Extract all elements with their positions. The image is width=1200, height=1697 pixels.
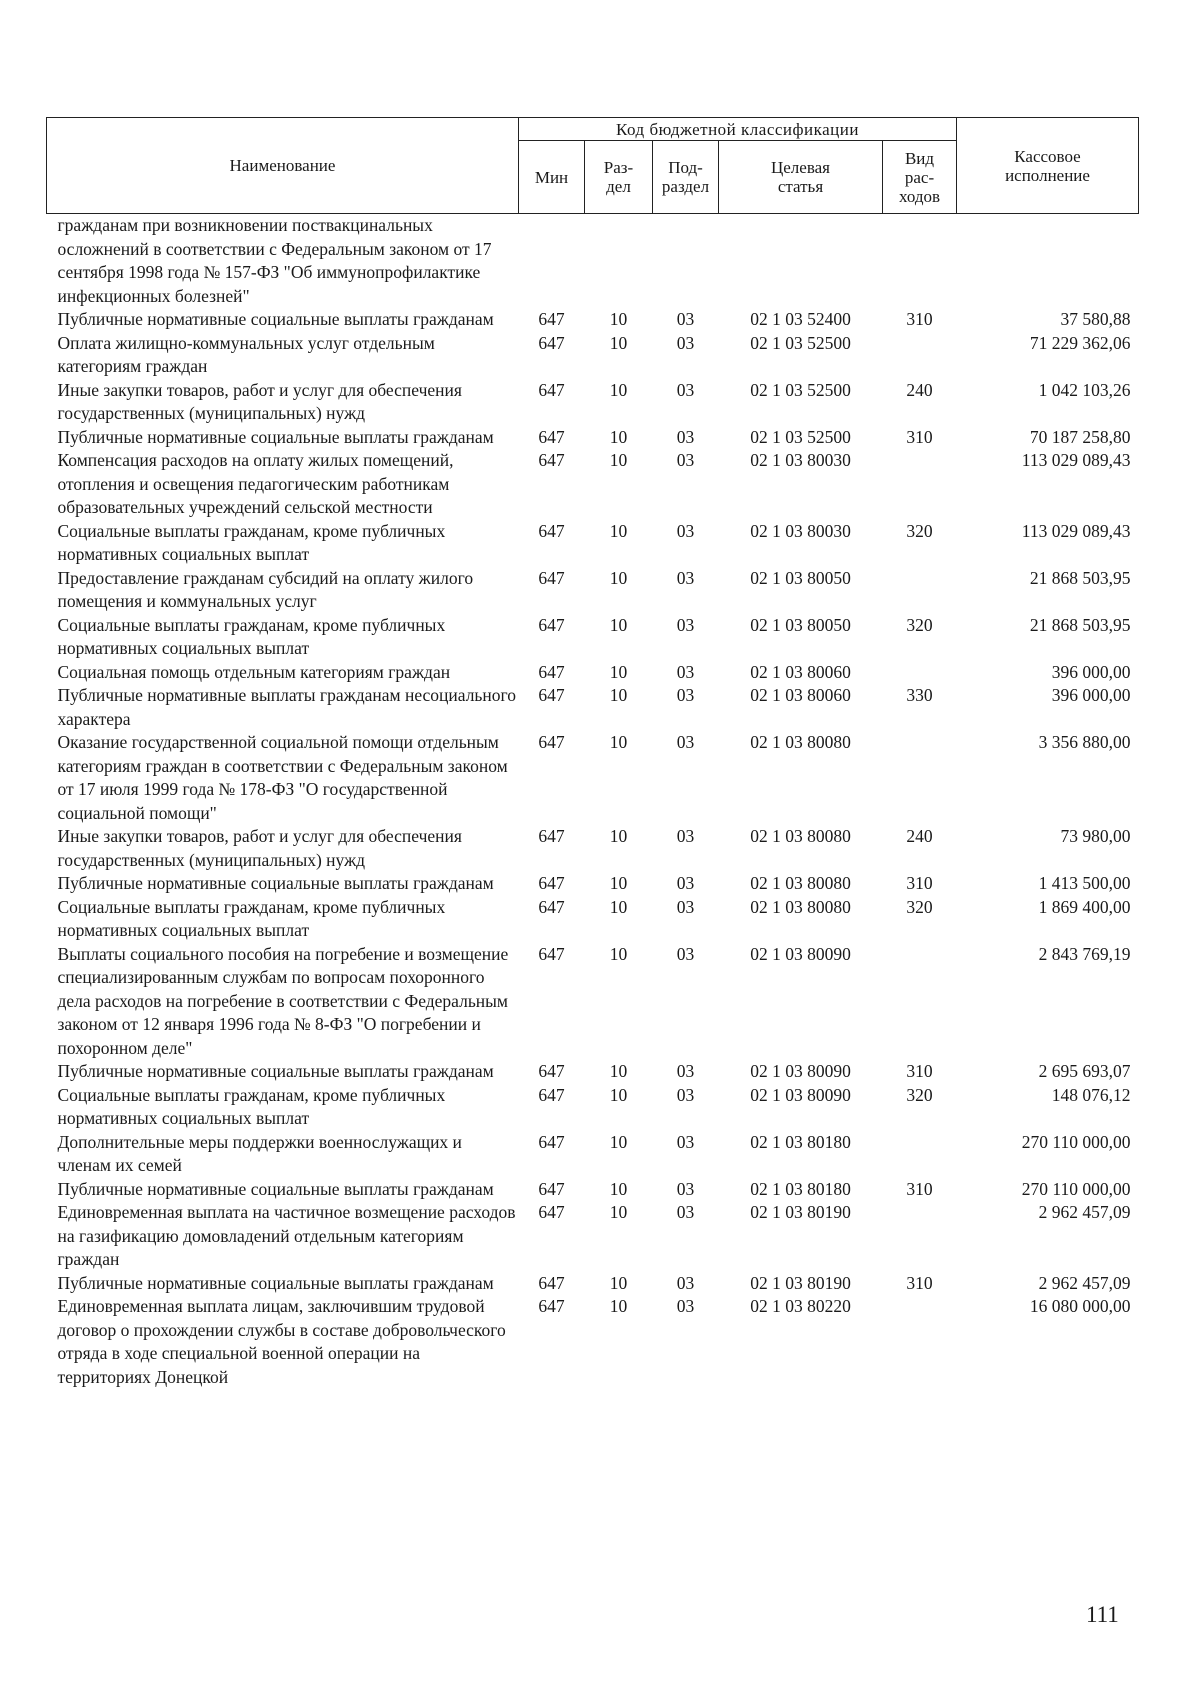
cell-name: Публичные нормативные выплаты гражданам несоциального характера xyxy=(57,685,517,729)
table-row xyxy=(47,1295,1139,1389)
table-row xyxy=(47,520,1139,567)
cell-target: 02 1 03 80050 xyxy=(750,567,851,588)
cell-amount: 396 000,00 xyxy=(1051,661,1131,682)
cell-amount: 71 229 362,06 xyxy=(1029,332,1131,353)
cell-name: Выплаты социального пособия на погребение и возмещение специализированным службам по вопросам похоронного дела расходов на погребение в соответствии с Федеральным законом от 12 января 1996 года № 8-ФЗ "О погребении и похоронном деле" xyxy=(57,943,509,1058)
page-number: 111 xyxy=(1086,1602,1119,1627)
table-row xyxy=(47,426,1139,450)
cell-vid: 240 xyxy=(906,826,933,846)
cell-name: Социальная помощь отдельным категориям граждан xyxy=(57,661,451,682)
cell-razdel: 10 xyxy=(609,661,628,682)
cell-min: 647 xyxy=(538,309,565,329)
cell-razdel: 10 xyxy=(609,1178,628,1199)
cell-name: Публичные нормативные социальные выплаты гражданам xyxy=(57,873,494,893)
cell-podrazdel: 03 xyxy=(676,520,695,541)
table-row xyxy=(47,1272,1139,1296)
cell-min: 647 xyxy=(538,567,565,588)
cell-min: 647 xyxy=(538,1296,565,1316)
cell-podrazdel: 03 xyxy=(676,614,695,635)
cell-target: 02 1 03 80080 xyxy=(750,732,851,752)
cell-amount: 70 187 258,80 xyxy=(1029,426,1131,447)
cell-vid xyxy=(883,661,957,685)
cell-vid: 320 xyxy=(906,896,933,917)
cell-min: 647 xyxy=(538,873,565,893)
cell-podrazdel: 03 xyxy=(676,685,695,705)
cell-min: 647 xyxy=(538,661,565,682)
cell-amount: 148 076,12 xyxy=(1051,1084,1131,1105)
cell-name: Оплата жилищно-коммунальных услуг отдельным категориям граждан xyxy=(57,332,435,376)
header-vid: Вид рас- ходов xyxy=(883,141,957,214)
cell-razdel: 10 xyxy=(609,309,628,329)
cell-podrazdel: 03 xyxy=(676,332,695,353)
cell-vid: 320 xyxy=(906,520,933,541)
cell-amount: 113 029 089,43 xyxy=(1021,450,1131,470)
cell-target: 02 1 03 80090 xyxy=(750,1061,851,1081)
cell-podrazdel: 03 xyxy=(676,1296,695,1316)
cell-name: Оказание государственной социальной помощи отдельным категориям граждан в соответствии с Федеральным законом от 17 июля 1999 года № 178-ФЗ "О государственной социальной помощи" xyxy=(57,732,508,823)
cell-vid: 320 xyxy=(906,1084,933,1105)
cell-min: 647 xyxy=(538,1084,565,1105)
cell-name: Предоставление гражданам субсидий на оплату жилого помещения и коммунальных услуг xyxy=(57,567,474,611)
cell-podrazdel: 03 xyxy=(676,943,695,964)
cell-target xyxy=(719,214,883,309)
cell-vid: 240 xyxy=(906,379,933,400)
table-row xyxy=(47,449,1139,520)
cell-podrazdel: 03 xyxy=(676,896,695,917)
cell-min: 647 xyxy=(538,1272,565,1293)
cell-name: Социальные выплаты гражданам, кроме публичных нормативных социальных выплат xyxy=(57,1084,446,1128)
cell-vid: 310 xyxy=(906,873,933,893)
cell-vid: 330 xyxy=(906,685,933,705)
cell-amount: 1 413 500,00 xyxy=(1038,873,1131,893)
cell-vid xyxy=(883,449,957,520)
cell-target: 02 1 03 80090 xyxy=(750,1084,851,1105)
cell-vid: 310 xyxy=(906,1272,933,1293)
cell-razdel: 10 xyxy=(609,332,628,353)
cell-podrazdel xyxy=(653,214,719,309)
table-header xyxy=(47,118,1139,214)
cell-name: Публичные нормативные социальные выплаты гражданам xyxy=(57,309,494,329)
table-row xyxy=(47,1201,1139,1272)
cell-min: 647 xyxy=(538,1061,565,1081)
table-row xyxy=(47,308,1139,332)
cell-name: Публичные нормативные социальные выплаты гражданам xyxy=(57,1178,494,1199)
cell-razdel: 10 xyxy=(609,426,628,447)
cell-vid xyxy=(883,731,957,825)
cell-name: Иные закупки товаров, работ и услуг для обеспечения государственных (муниципальных) нужд xyxy=(57,379,462,423)
cell-min: 647 xyxy=(538,450,565,470)
cell-vid: 310 xyxy=(906,426,933,447)
table-row xyxy=(47,661,1139,685)
cell-min xyxy=(519,214,585,309)
cell-amount: 21 868 503,95 xyxy=(1029,567,1131,588)
cell-vid xyxy=(883,1201,957,1272)
cell-podrazdel: 03 xyxy=(676,309,695,329)
cell-target: 02 1 03 52400 xyxy=(750,309,851,329)
cell-vid xyxy=(883,1295,957,1389)
table-row xyxy=(47,332,1139,379)
header-kassa: Кассовое исполнение xyxy=(957,118,1139,214)
cell-min: 647 xyxy=(538,379,565,400)
cell-amount xyxy=(957,214,1139,309)
cell-vid xyxy=(883,943,957,1061)
cell-razdel: 10 xyxy=(609,1061,628,1081)
cell-min: 647 xyxy=(538,685,565,705)
table-row xyxy=(47,614,1139,661)
cell-podrazdel: 03 xyxy=(676,826,695,846)
table-row xyxy=(47,1060,1139,1084)
header-razdel: Раз- дел xyxy=(585,141,653,214)
cell-razdel: 10 xyxy=(609,732,628,752)
cell-min: 647 xyxy=(538,426,565,447)
cell-amount: 113 029 089,43 xyxy=(1021,520,1131,541)
cell-name: Единовременная выплата на частичное возмещение расходов на газификацию домовладений отдельным категориям граждан xyxy=(57,1202,516,1269)
header-min: Мин xyxy=(519,141,585,214)
cell-razdel: 10 xyxy=(609,1131,628,1152)
cell-amount: 73 980,00 xyxy=(1060,826,1131,846)
cell-vid xyxy=(883,567,957,614)
cell-podrazdel: 03 xyxy=(676,661,695,682)
cell-amount: 16 080 000,00 xyxy=(1029,1296,1131,1316)
cell-target: 02 1 03 80220 xyxy=(750,1296,851,1316)
cell-amount: 2 962 457,09 xyxy=(1038,1272,1131,1293)
cell-vid: 310 xyxy=(906,309,933,329)
cell-amount: 2 962 457,09 xyxy=(1038,1202,1131,1222)
table-row xyxy=(47,567,1139,614)
cell-min: 647 xyxy=(538,1178,565,1199)
cell-vid: 310 xyxy=(906,1178,933,1199)
table-row xyxy=(47,1131,1139,1178)
cell-target: 02 1 03 80190 xyxy=(750,1272,851,1293)
cell-target: 02 1 03 52500 xyxy=(750,332,851,353)
table-row xyxy=(47,214,1139,309)
cell-amount: 37 580,88 xyxy=(1060,309,1131,329)
cell-razdel: 10 xyxy=(609,943,628,964)
cell-target: 02 1 03 52500 xyxy=(750,379,851,400)
cell-name: Иные закупки товаров, работ и услуг для обеспечения государственных (муниципальных) нужд xyxy=(57,826,462,870)
cell-target: 02 1 03 80030 xyxy=(750,520,851,541)
cell-target: 02 1 03 80060 xyxy=(750,685,851,705)
cell-razdel: 10 xyxy=(609,826,628,846)
header-target: Целевая статья xyxy=(719,141,883,214)
cell-podrazdel: 03 xyxy=(676,1131,695,1152)
budget-table xyxy=(46,117,1139,1389)
cell-podrazdel: 03 xyxy=(676,873,695,893)
cell-min: 647 xyxy=(538,896,565,917)
cell-razdel: 10 xyxy=(609,614,628,635)
cell-name: Единовременная выплата лицам, заключившим трудовой договор о прохождении службы в составе добровольческого отряда в ходе специальной военной операции на территориях Донецкой xyxy=(57,1296,506,1387)
cell-name: Дополнительные меры поддержки военнослужащих и членам их семей xyxy=(57,1131,462,1175)
cell-name: Публичные нормативные социальные выплаты гражданам xyxy=(57,426,494,447)
cell-razdel: 10 xyxy=(609,1202,628,1222)
cell-razdel: 10 xyxy=(609,450,628,470)
cell-amount: 2 695 693,07 xyxy=(1038,1061,1131,1081)
cell-razdel: 10 xyxy=(609,1272,628,1293)
table-row xyxy=(47,1178,1139,1202)
table-row xyxy=(47,896,1139,943)
cell-podrazdel: 03 xyxy=(676,1202,695,1222)
cell-amount: 270 110 000,00 xyxy=(1021,1178,1131,1199)
cell-min: 647 xyxy=(538,732,565,752)
cell-razdel: 10 xyxy=(609,379,628,400)
table-row xyxy=(47,872,1139,896)
header-podrazdel: Под- раздел xyxy=(653,141,719,214)
cell-target: 02 1 03 80030 xyxy=(750,450,851,470)
cell-target: 02 1 03 80080 xyxy=(750,826,851,846)
cell-podrazdel: 03 xyxy=(676,567,695,588)
cell-razdel: 10 xyxy=(609,685,628,705)
cell-vid: 320 xyxy=(906,614,933,635)
cell-razdel xyxy=(585,214,653,309)
cell-podrazdel: 03 xyxy=(676,1272,695,1293)
cell-amount: 1 042 103,26 xyxy=(1038,379,1131,400)
cell-target: 02 1 03 80090 xyxy=(750,943,851,964)
cell-amount: 3 356 880,00 xyxy=(1038,732,1131,752)
cell-target: 02 1 03 80180 xyxy=(750,1178,851,1199)
table-body xyxy=(47,214,1139,1390)
cell-razdel: 10 xyxy=(609,873,628,893)
cell-name: Публичные нормативные социальные выплаты гражданам xyxy=(57,1272,494,1293)
cell-target: 02 1 03 80190 xyxy=(750,1202,851,1222)
cell-target: 02 1 03 80080 xyxy=(750,873,851,893)
cell-name: Социальные выплаты гражданам, кроме публичных нормативных социальных выплат xyxy=(57,520,446,564)
cell-amount: 2 843 769,19 xyxy=(1038,943,1131,964)
cell-target: 02 1 03 52500 xyxy=(750,426,851,447)
cell-razdel: 10 xyxy=(609,1296,628,1316)
cell-amount: 396 000,00 xyxy=(1051,685,1131,705)
cell-name: гражданам при возникновении поствакцинальных осложнений в соответствии с Федеральным законом от 17 сентября 1998 года № 157-ФЗ "Об иммунопрофилактике инфекционных болезней" xyxy=(57,215,492,306)
table-row xyxy=(47,731,1139,825)
cell-min: 647 xyxy=(538,1131,565,1152)
cell-razdel: 10 xyxy=(609,567,628,588)
cell-min: 647 xyxy=(538,943,565,964)
cell-target: 02 1 03 80180 xyxy=(750,1131,851,1152)
cell-razdel: 10 xyxy=(609,520,628,541)
cell-vid xyxy=(883,1131,957,1178)
cell-target: 02 1 03 80080 xyxy=(750,896,851,917)
cell-razdel: 10 xyxy=(609,1084,628,1105)
cell-name: Социальные выплаты гражданам, кроме публичных нормативных социальных выплат xyxy=(57,896,446,940)
cell-min: 647 xyxy=(538,332,565,353)
cell-podrazdel: 03 xyxy=(676,450,695,470)
cell-podrazdel: 03 xyxy=(676,426,695,447)
table-row xyxy=(47,379,1139,426)
cell-name: Публичные нормативные социальные выплаты гражданам xyxy=(57,1061,494,1081)
table-row xyxy=(47,825,1139,872)
cell-name: Социальные выплаты гражданам, кроме публичных нормативных социальных выплат xyxy=(57,614,446,658)
cell-min: 647 xyxy=(538,520,565,541)
cell-vid: 310 xyxy=(906,1061,933,1081)
cell-target: 02 1 03 80050 xyxy=(750,614,851,635)
cell-amount: 21 868 503,95 xyxy=(1029,614,1131,635)
cell-amount: 1 869 400,00 xyxy=(1038,896,1131,917)
table-row xyxy=(47,943,1139,1061)
cell-vid xyxy=(883,332,957,379)
cell-min: 647 xyxy=(538,1202,565,1222)
header-name: Наименование xyxy=(47,118,519,214)
table-row xyxy=(47,1084,1139,1131)
cell-min: 647 xyxy=(538,614,565,635)
cell-min: 647 xyxy=(538,826,565,846)
cell-podrazdel: 03 xyxy=(676,1061,695,1081)
table-row xyxy=(47,684,1139,731)
cell-podrazdel: 03 xyxy=(676,732,695,752)
cell-razdel: 10 xyxy=(609,896,628,917)
header-group-code: Код бюджетной классификации xyxy=(519,118,957,141)
cell-amount: 270 110 000,00 xyxy=(1021,1131,1131,1152)
cell-name: Компенсация расходов на оплату жилых помещений, отопления и освещения педагогическим работникам образовательных учреждений сельской местности xyxy=(57,450,454,517)
cell-podrazdel: 03 xyxy=(676,1178,695,1199)
cell-podrazdel: 03 xyxy=(676,379,695,400)
cell-podrazdel: 03 xyxy=(676,1084,695,1105)
cell-vid xyxy=(883,214,957,309)
cell-target: 02 1 03 80060 xyxy=(750,661,851,682)
